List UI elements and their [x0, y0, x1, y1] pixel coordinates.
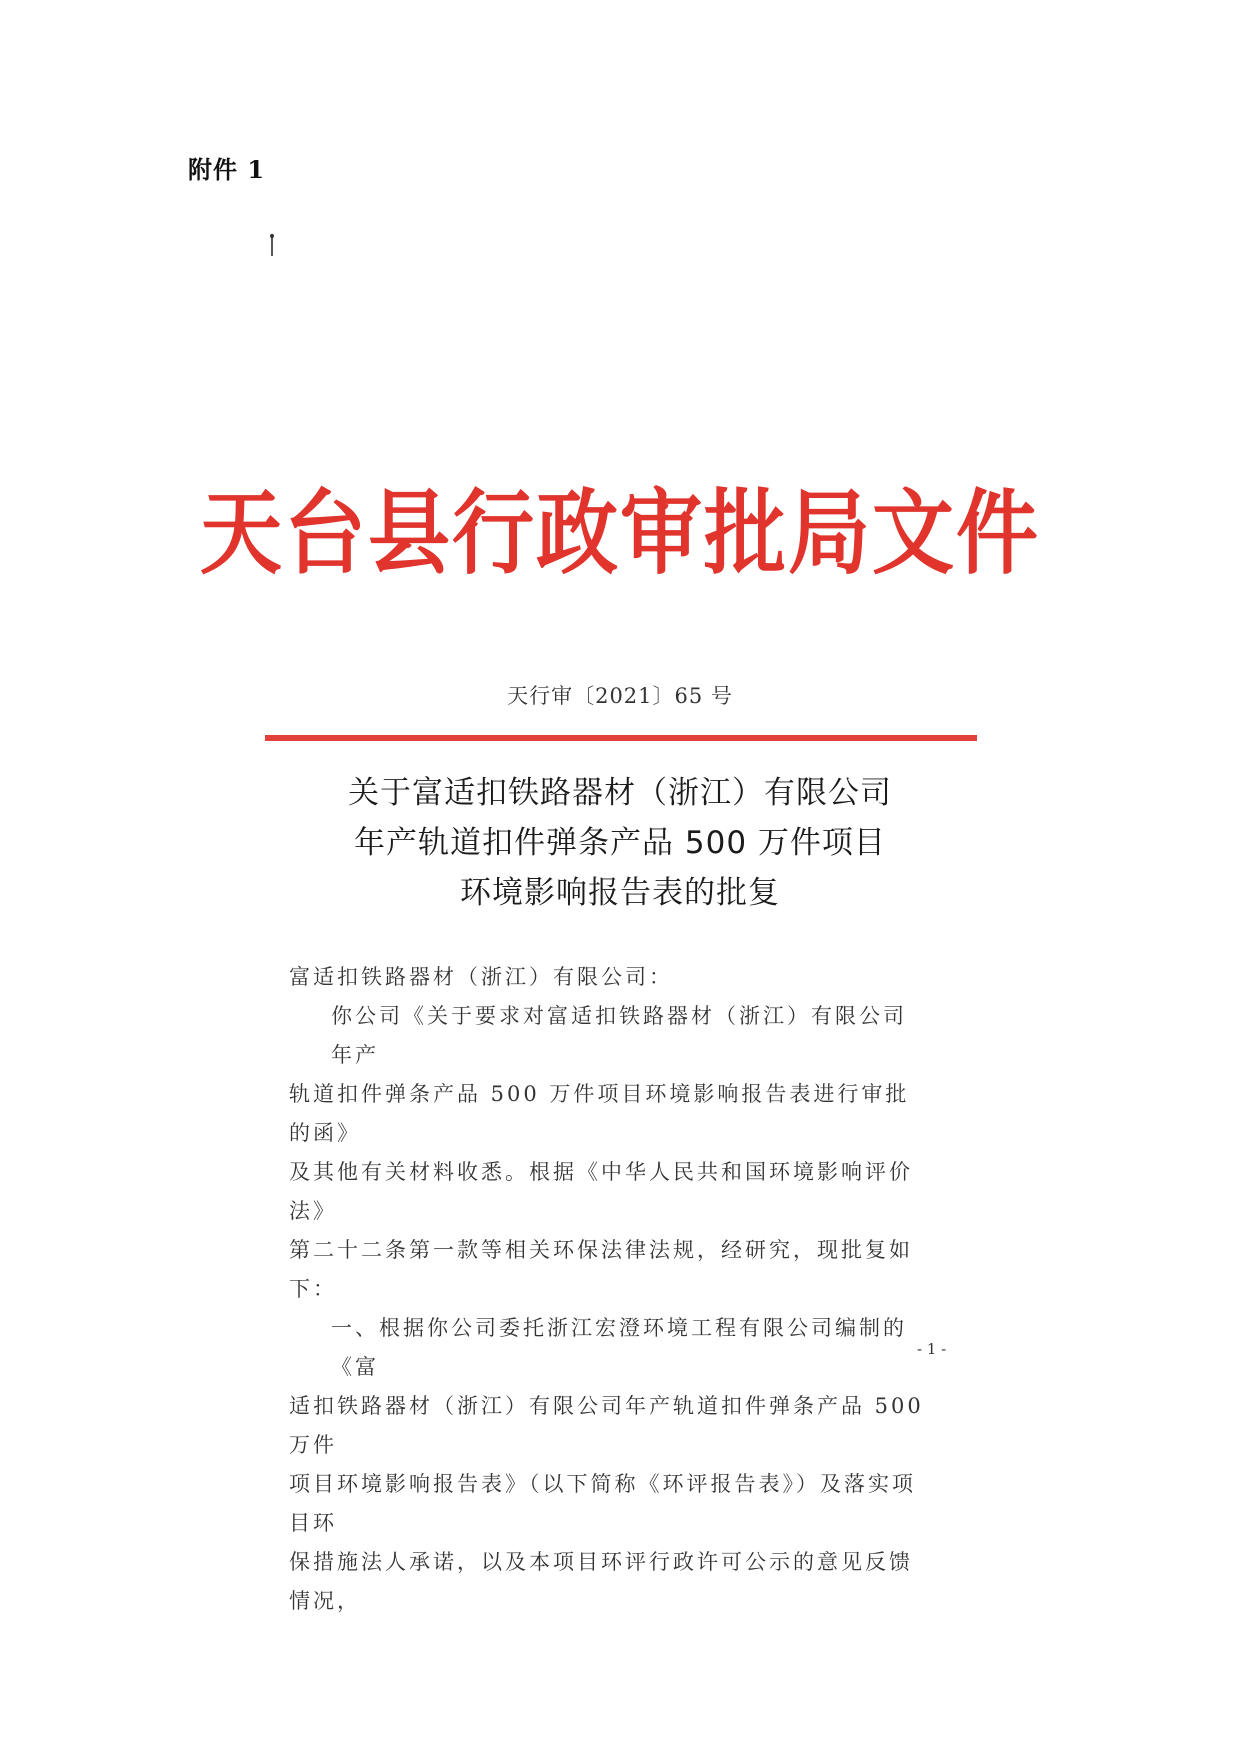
document-title-line: 年产轨道扣件弹条产品 500 万件项目	[354, 825, 886, 861]
body-line: 轨道扣件弹条产品 500 万件项目环境影响报告表进行审批的函》	[289, 1082, 910, 1145]
masthead-title: 天台县行政审批局文件	[199, 480, 1040, 588]
body-line: 及其他有关材料收悉。根据《中华人民共和国环境影响评价法》	[289, 1160, 913, 1223]
addressee-line: 富适扣铁路器材（浙江）有限公司：	[289, 965, 673, 989]
body-line: 适扣铁路器材（浙江）有限公司年产轨道扣件弹条产品 500 万件	[289, 1394, 924, 1457]
attachment-label: 附件 1	[188, 155, 266, 184]
body-line: 第二十二条第一款等相关环保法律法规，经研究，现批复如下：	[289, 1238, 913, 1301]
document-number: 天行审〔2021〕65 号	[507, 684, 733, 708]
body-line: 你公司《关于要求对富适扣铁路器材（浙江）有限公司年产	[331, 1004, 907, 1067]
document-title-line: 环境影响报告表的批复	[460, 875, 780, 911]
scan-mark	[271, 234, 273, 256]
document-body	[289, 958, 929, 1621]
page-number: - 1 -	[917, 1340, 947, 1358]
body-line: 项目环境影响报告表》（以下简称《环评报告表》）及落实项目环	[289, 1472, 916, 1535]
body-line: 保措施法人承诺，以及本项目环评行政许可公示的意见反馈情况，	[289, 1550, 913, 1613]
document-title	[0, 768, 1240, 918]
body-line: 一、根据你公司委托浙江宏澄环境工程有限公司编制的《富	[331, 1316, 907, 1379]
document-title-line: 关于富适扣铁路器材（浙江）有限公司	[348, 775, 892, 811]
red-divider-rule	[265, 735, 977, 741]
